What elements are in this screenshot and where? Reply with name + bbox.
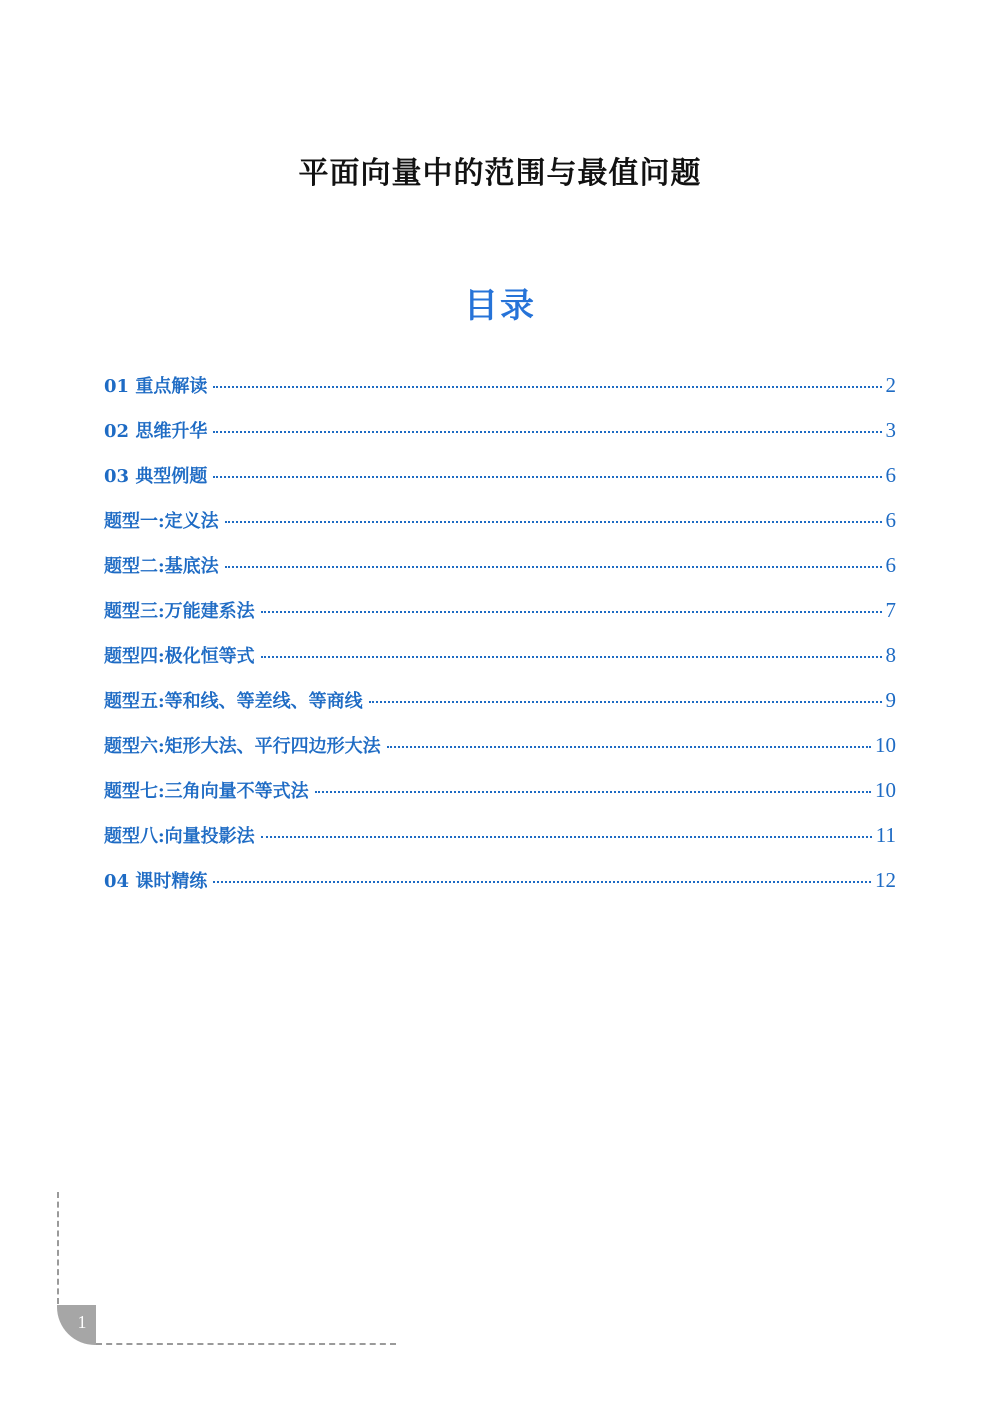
dot-leader xyxy=(315,791,871,793)
dot-leader xyxy=(261,836,872,838)
toc-entry-label: 题型二:基底法 xyxy=(104,556,219,577)
toc-entry-page: 6 xyxy=(885,553,896,577)
toc-entry-page: 9 xyxy=(885,688,896,712)
toc-entry-practice[interactable] xyxy=(104,867,896,912)
footer-dashed-line-horizontal xyxy=(96,1343,396,1345)
toc-entry-type-8[interactable] xyxy=(104,822,896,867)
toc-entry-page: 10 xyxy=(875,778,896,802)
toc-entry-label: 题型一:定义法 xyxy=(104,511,219,532)
page-number: 1 xyxy=(77,1312,87,1332)
toc-entry-type-7[interactable] xyxy=(104,777,896,822)
toc-entry-page: 8 xyxy=(885,643,896,667)
toc-heading: 目录 xyxy=(464,286,536,326)
table-of-contents xyxy=(104,372,896,912)
dot-leader xyxy=(225,566,882,568)
toc-entry-type-2[interactable] xyxy=(104,552,896,597)
dot-leader xyxy=(225,521,882,523)
toc-entry-page: 2 xyxy=(885,373,896,397)
dot-leader xyxy=(213,431,881,433)
dot-leader xyxy=(261,656,882,658)
toc-entry-label: 题型五:等和线、等差线、等商线 xyxy=(104,691,363,712)
toc-entry-label: 题型三:万能建系法 xyxy=(104,601,255,622)
toc-entry-page: 10 xyxy=(875,733,896,757)
dot-leader xyxy=(387,746,871,748)
dot-leader xyxy=(213,386,881,388)
toc-entry-page: 12 xyxy=(875,868,896,892)
toc-entry-key-points[interactable] xyxy=(104,372,896,417)
toc-entry-page: 3 xyxy=(885,418,896,442)
toc-entry-page: 7 xyxy=(885,598,896,622)
toc-entry-examples[interactable] xyxy=(104,462,896,507)
toc-entry-type-3[interactable] xyxy=(104,597,896,642)
toc-entry-label: 题型四:极化恒等式 xyxy=(104,646,255,667)
toc-entry-type-6[interactable] xyxy=(104,732,896,777)
toc-entry-thinking[interactable] xyxy=(104,417,896,462)
toc-entry-page: 6 xyxy=(885,508,896,532)
toc-entry-label: 01 重点解读 xyxy=(104,376,208,397)
toc-entry-label: 题型六:矩形大法、平行四边形大法 xyxy=(104,736,381,757)
toc-entry-type-4[interactable] xyxy=(104,642,896,687)
dot-leader xyxy=(261,611,882,613)
toc-entry-label: 02 思维升华 xyxy=(104,421,208,442)
toc-entry-page: 6 xyxy=(885,463,896,487)
toc-entry-page: 11 xyxy=(875,823,896,847)
dot-leader xyxy=(369,701,882,703)
toc-entry-label: 题型八:向量投影法 xyxy=(104,826,255,847)
document-title: 平面向量中的范围与最值问题 xyxy=(298,156,702,191)
dot-leader xyxy=(213,476,881,478)
toc-entry-type-1[interactable] xyxy=(104,507,896,552)
toc-entry-label: 04 课时精练 xyxy=(104,871,208,892)
footer-dashed-line-vertical xyxy=(57,1192,59,1304)
toc-entry-label: 题型七:三角向量不等式法 xyxy=(104,781,309,802)
toc-entry-label: 03 典型例题 xyxy=(104,466,208,487)
toc-entry-type-5[interactable] xyxy=(104,687,896,732)
dot-leader xyxy=(213,881,871,883)
